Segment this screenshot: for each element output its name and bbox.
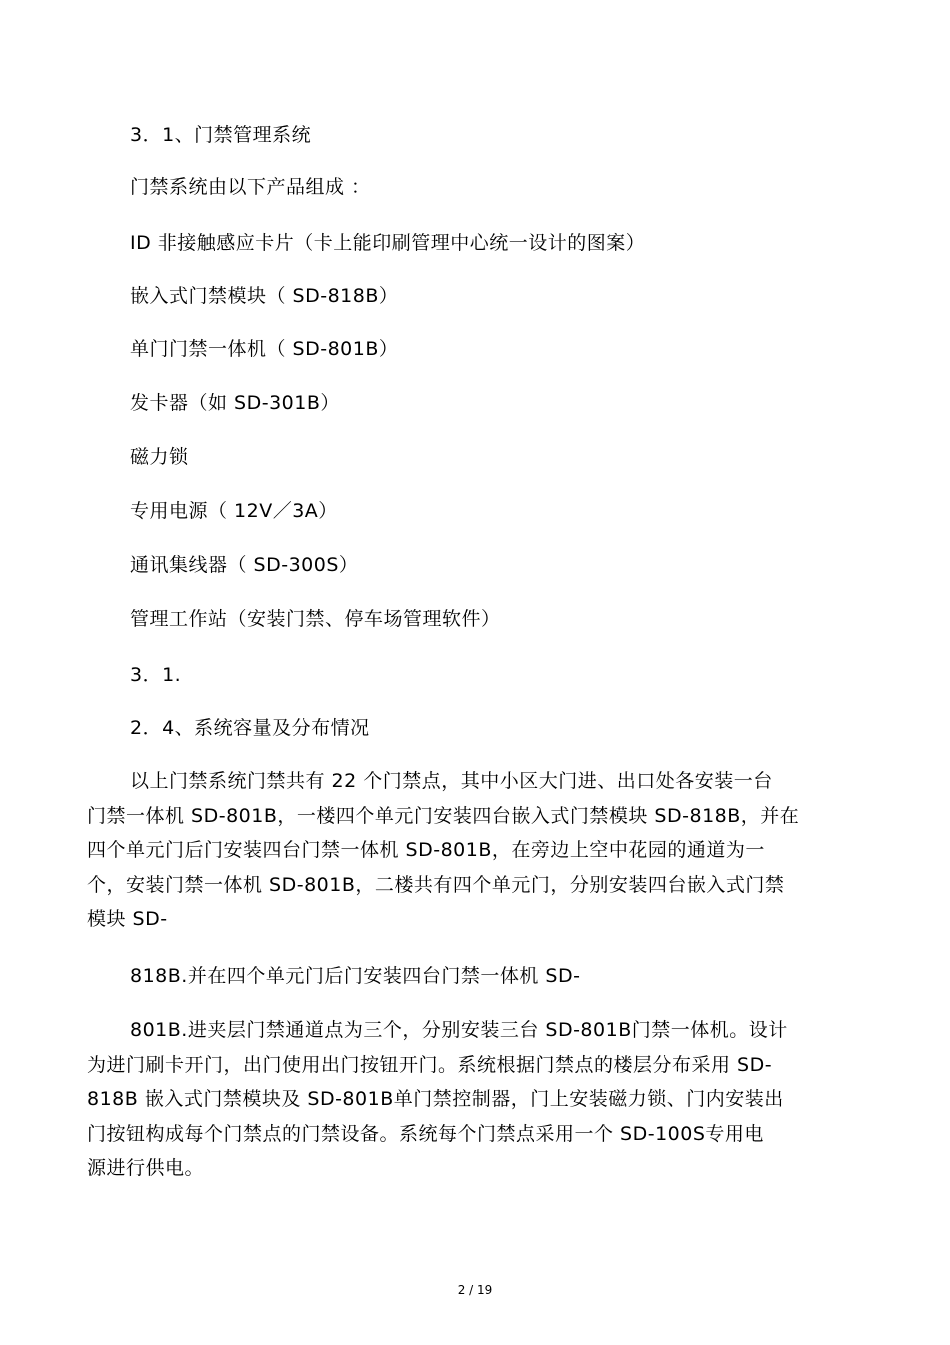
list-item: 单门门禁一体机（ SD-801B）: [130, 338, 399, 360]
subheading: 2．4、系统容量及分布情况: [130, 717, 370, 739]
paragraph-line: 801B.进夹层门禁通道点为三个，分别安装三台 SD-801B门禁一体机。设计: [130, 1019, 788, 1041]
paragraph-line: 以上门禁系统门禁共有 22 个门禁点，其中小区大门进、出口处各安装一台: [130, 770, 773, 792]
list-item: 发卡器（如 SD-301B）: [130, 392, 340, 414]
page-indicator: 2 / 19: [457, 1283, 493, 1297]
intro-text: 门禁系统由以下产品组成 ：: [130, 176, 371, 198]
paragraph-line: 四个单元门后门安装四台门禁一体机 SD-801B，在旁边上空中花园的通道为一: [87, 839, 765, 861]
paragraph-line: 门按钮构成每个门禁点的门禁设备。系统每个门禁点采用一个 SD-100S专用电: [87, 1122, 764, 1145]
list-item: ID 非接触感应卡片（卡上能印刷管理中心统一设计的图案）: [130, 232, 646, 254]
section-heading: 3．1、门禁管理系统: [130, 124, 312, 146]
paragraph-1: [87, 764, 867, 937]
paragraph-line: 个，安装门禁一体机 SD-801B，二楼共有四个单元门，分别安装四台嵌入式门禁: [87, 873, 785, 896]
list-item: 通讯集线器（ SD-300S）: [130, 554, 359, 576]
list-item: 嵌入式门禁模块（ SD-818B）: [130, 285, 399, 307]
paragraph-line: 为进门刷卡开门，出门使用出门按钮开门。系统根据门禁点的楼层分布采用 SD-: [87, 1053, 773, 1076]
sub-number: 3．1.: [130, 664, 182, 686]
paragraph-3: [87, 1013, 867, 1186]
paragraph-line: 818B 嵌入式门禁模块及 SD-801B单门禁控制器，门上安装磁力锁、门内安装出: [87, 1088, 784, 1110]
list-item: 磁力锁: [130, 446, 189, 468]
list-item: 管理工作站（安装门禁、停车场管理软件）: [130, 608, 501, 630]
paragraph-line: 模块 SD-: [87, 908, 168, 930]
paragraph-line: 源进行供电。: [87, 1157, 205, 1179]
paragraph-line: 门禁一体机 SD-801B，一楼四个单元门安装四台嵌入式门禁模块 SD-818B，并在: [87, 804, 800, 827]
list-item: 专用电源（ 12V／3A）: [130, 500, 338, 522]
paragraph-2: 818B.并在四个单元门后门安装四台门禁一体机 SD-: [130, 965, 581, 987]
